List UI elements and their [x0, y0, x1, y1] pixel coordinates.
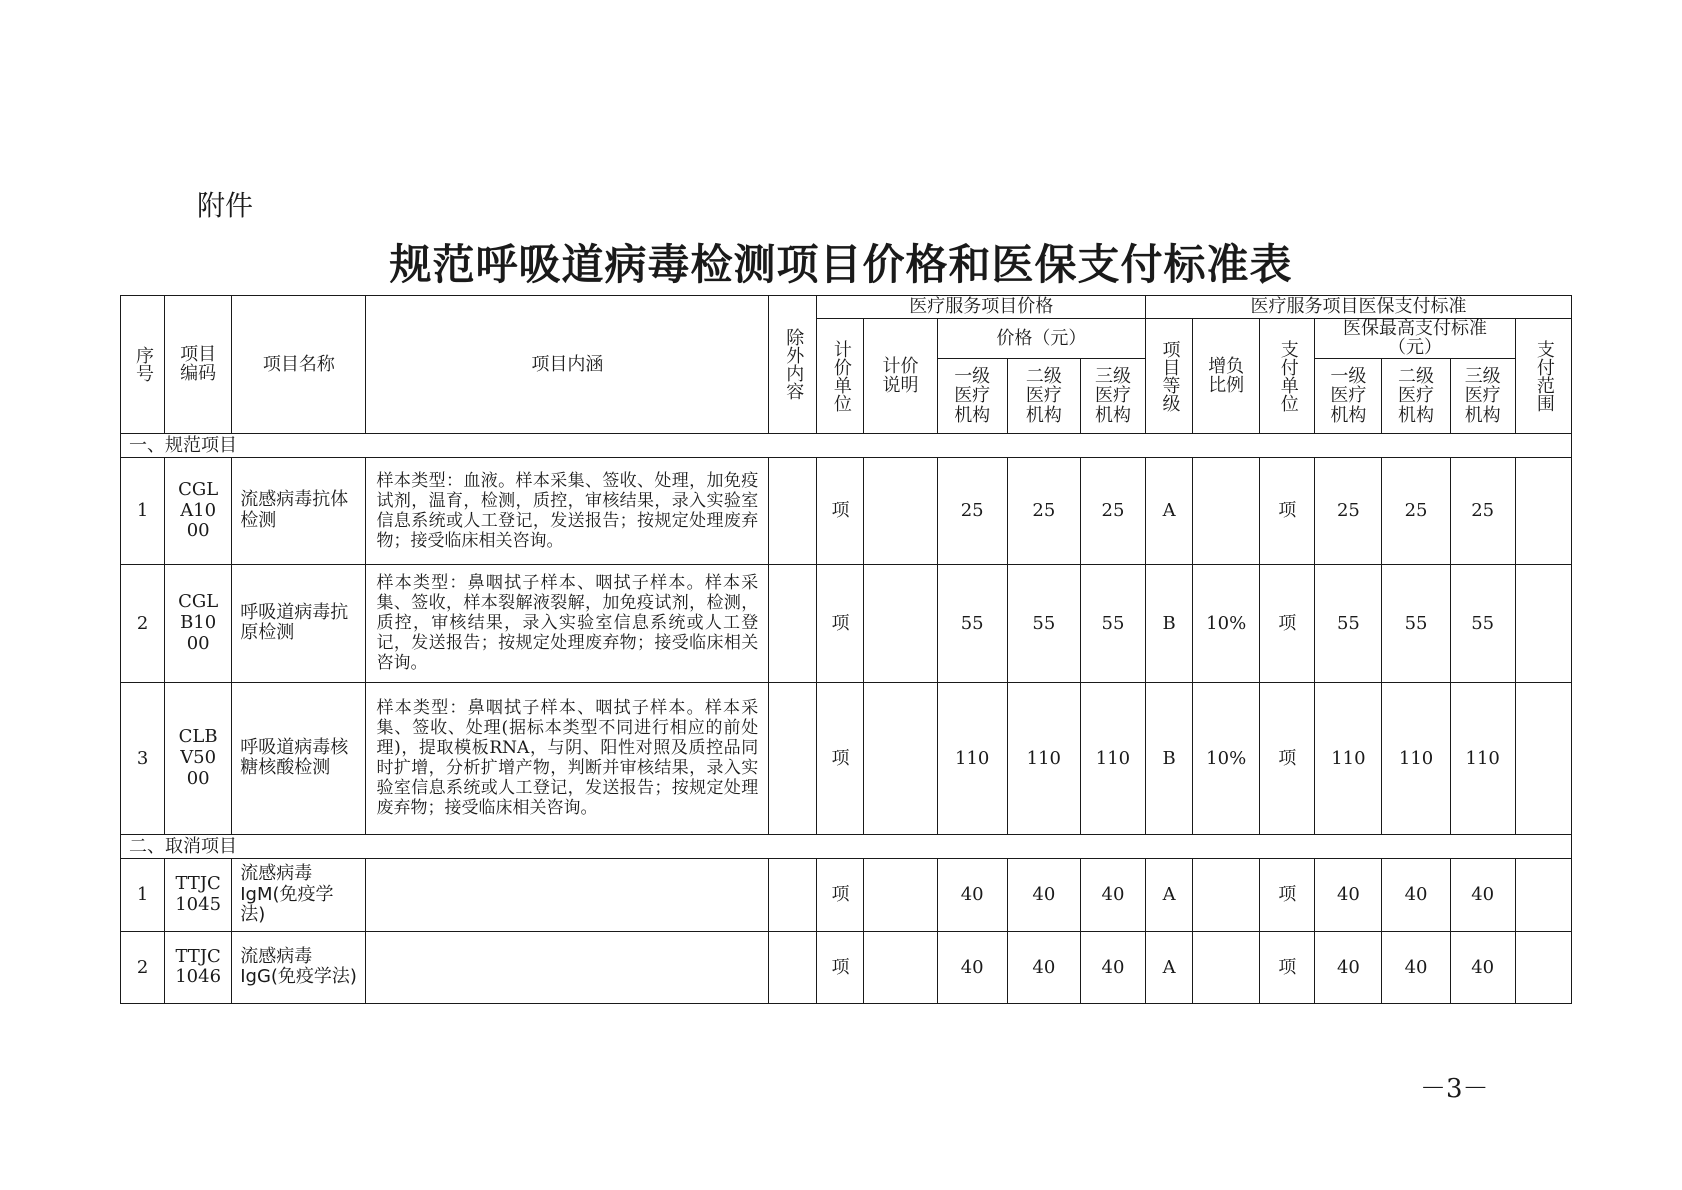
cell-scope [1515, 682, 1571, 834]
cell-name: 流感病毒IgM(免疫学法) [232, 858, 366, 931]
cell-code: TTJC1045 [165, 858, 232, 931]
cell-max-level1: 40 [1315, 931, 1382, 1003]
cell-price-level1: 40 [937, 931, 1007, 1003]
cell-price-level1: 25 [937, 457, 1007, 564]
cell-price-level2: 40 [1007, 931, 1080, 1003]
header-price-yuan: 价格（元） [937, 319, 1145, 359]
header-price-level1: 一级医疗机构 [937, 358, 1007, 433]
cell-price-level3: 40 [1080, 931, 1145, 1003]
header-copay: 增负比例 [1193, 319, 1260, 434]
cell-code: CGLA1000 [165, 457, 232, 564]
cell-grade: A [1146, 931, 1193, 1003]
cell-price-level3: 55 [1080, 564, 1145, 682]
header-price-level2: 二级医疗机构 [1007, 358, 1080, 433]
cell-content: 样本类型：鼻咽拭子样本、咽拭子样本。样本采集、签收、处理(据标本类型不同进行相应的前处理)，提取模板RNA，与阴、阳性对照及质控品同时扩增，分析扩增产物，判断并审核结果，录入实验室信息系统或人工登记，发送报告；按规定处理废弃物；接受临床相关咨询。 [366, 682, 769, 834]
header-code: 项目编码 [165, 296, 232, 434]
header-max-level1: 一级医疗机构 [1315, 358, 1382, 433]
header-max-level3: 三级医疗机构 [1450, 358, 1515, 433]
header-price-level3: 三级医疗机构 [1080, 358, 1145, 433]
cell-max-level1: 40 [1315, 858, 1382, 931]
cell-price-level2: 40 [1007, 858, 1080, 931]
cell-code: CGLB1000 [165, 564, 232, 682]
header-grade: 项目等级 [1146, 319, 1193, 434]
cell-price-level3: 40 [1080, 858, 1145, 931]
cell-max-level2: 40 [1382, 858, 1450, 931]
table-row [121, 457, 1572, 564]
cell-pay-unit: 项 [1260, 457, 1315, 564]
cell-max-level3: 40 [1450, 858, 1515, 931]
cell-content [366, 931, 769, 1003]
cell-scope [1515, 931, 1571, 1003]
header-seq: 序号 [121, 296, 165, 434]
cell-max-level1: 55 [1315, 564, 1382, 682]
cell-content: 样本类型：血液。样本采集、签收、处理，加免疫试剂，温育，检测，质控，审核结果，录入实验室信息系统或人工登记，发送报告；按规定处理废弃物；接受临床相关咨询。 [366, 457, 769, 564]
section-title: 一、规范项目 [121, 433, 1572, 457]
cell-name: 流感病毒抗体检测 [232, 457, 366, 564]
header-pay-unit: 支付单位 [1260, 319, 1315, 434]
cell-scope [1515, 457, 1571, 564]
header-name: 项目名称 [232, 296, 366, 434]
table-row [121, 682, 1572, 834]
cell-note [864, 858, 937, 931]
cell-excluded [769, 682, 817, 834]
cell-price-level1: 55 [937, 564, 1007, 682]
cell-note [864, 564, 937, 682]
table-row [121, 564, 1572, 682]
cell-price-level3: 110 [1080, 682, 1145, 834]
cell-grade: A [1146, 858, 1193, 931]
cell-grade: B [1146, 564, 1193, 682]
cell-grade: A [1146, 457, 1193, 564]
section-title: 二、取消项目 [121, 834, 1572, 858]
cell-pay-unit: 项 [1260, 858, 1315, 931]
cell-max-level3: 55 [1450, 564, 1515, 682]
cell-max-level2: 55 [1382, 564, 1450, 682]
header-pay-scope: 支付范围 [1515, 319, 1571, 434]
cell-max-level3: 25 [1450, 457, 1515, 564]
cell-excluded [769, 457, 817, 564]
cell-max-level3: 110 [1450, 682, 1515, 834]
cell-unit: 项 [817, 682, 864, 834]
cell-max-level2: 25 [1382, 457, 1450, 564]
cell-unit: 项 [817, 931, 864, 1003]
cell-unit: 项 [817, 457, 864, 564]
cell-note [864, 931, 937, 1003]
cell-max-level2: 110 [1382, 682, 1450, 834]
cell-code: TTJC1046 [165, 931, 232, 1003]
cell-content [366, 858, 769, 931]
cell-copay: 10% [1193, 682, 1260, 834]
cell-unit: 项 [817, 858, 864, 931]
cell-seq: 2 [121, 931, 165, 1003]
header-unit: 计价单位 [817, 319, 864, 434]
cell-price-level2: 110 [1007, 682, 1080, 834]
cell-copay [1193, 858, 1260, 931]
cell-excluded [769, 931, 817, 1003]
cell-code: CLBV5000 [165, 682, 232, 834]
cell-name: 流感病毒IgG(免疫学法) [232, 931, 366, 1003]
cell-price-level1: 110 [937, 682, 1007, 834]
cell-max-level2: 40 [1382, 931, 1450, 1003]
page-number: －3－ [1420, 1074, 1489, 1104]
cell-pay-unit: 项 [1260, 682, 1315, 834]
cell-copay: 10% [1193, 564, 1260, 682]
attachment-label: 附件 [197, 189, 254, 222]
cell-seq: 3 [121, 682, 165, 834]
cell-name: 呼吸道病毒核糖核酸检测 [232, 682, 366, 834]
cell-name: 呼吸道病毒抗原检测 [232, 564, 366, 682]
header-max-pay: 医保最高支付标准（元） [1315, 319, 1515, 359]
cell-note [864, 682, 937, 834]
cell-max-level1: 25 [1315, 457, 1382, 564]
price-standard-table [120, 295, 1572, 1004]
cell-unit: 项 [817, 564, 864, 682]
cell-copay [1193, 931, 1260, 1003]
cell-content: 样本类型：鼻咽拭子样本、咽拭子样本。样本采集、签收，样本裂解液裂解，加免疫试剂，检测，质控，审核结果，录入实验室信息系统或人工登记，发送报告；按规定处理废弃物；接受临床相关咨询。 [366, 564, 769, 682]
cell-max-level3: 40 [1450, 931, 1515, 1003]
header-max-level2: 二级医疗机构 [1382, 358, 1450, 433]
cell-price-level3: 25 [1080, 457, 1145, 564]
cell-scope [1515, 564, 1571, 682]
cell-seq: 1 [121, 858, 165, 931]
cell-price-level1: 40 [937, 858, 1007, 931]
table-row [121, 858, 1572, 931]
cell-scope [1515, 858, 1571, 931]
cell-copay [1193, 457, 1260, 564]
cell-price-level2: 55 [1007, 564, 1080, 682]
header-price-group: 医疗服务项目价格 [817, 296, 1146, 319]
cell-grade: B [1146, 682, 1193, 834]
table-row [121, 931, 1572, 1003]
header-content: 项目内涵 [366, 296, 769, 434]
cell-excluded [769, 858, 817, 931]
cell-seq: 2 [121, 564, 165, 682]
cell-max-level1: 110 [1315, 682, 1382, 834]
cell-excluded [769, 564, 817, 682]
cell-seq: 1 [121, 457, 165, 564]
cell-note [864, 457, 937, 564]
header-price-note: 计价说明 [864, 319, 937, 434]
document-title: 规范呼吸道病毒检测项目价格和医保支付标准表 [389, 240, 1293, 289]
cell-pay-unit: 项 [1260, 564, 1315, 682]
cell-price-level2: 25 [1007, 457, 1080, 564]
header-insurance-group: 医疗服务项目医保支付标准 [1146, 296, 1572, 319]
header-excluded: 除外内容 [769, 296, 817, 434]
cell-pay-unit: 项 [1260, 931, 1315, 1003]
